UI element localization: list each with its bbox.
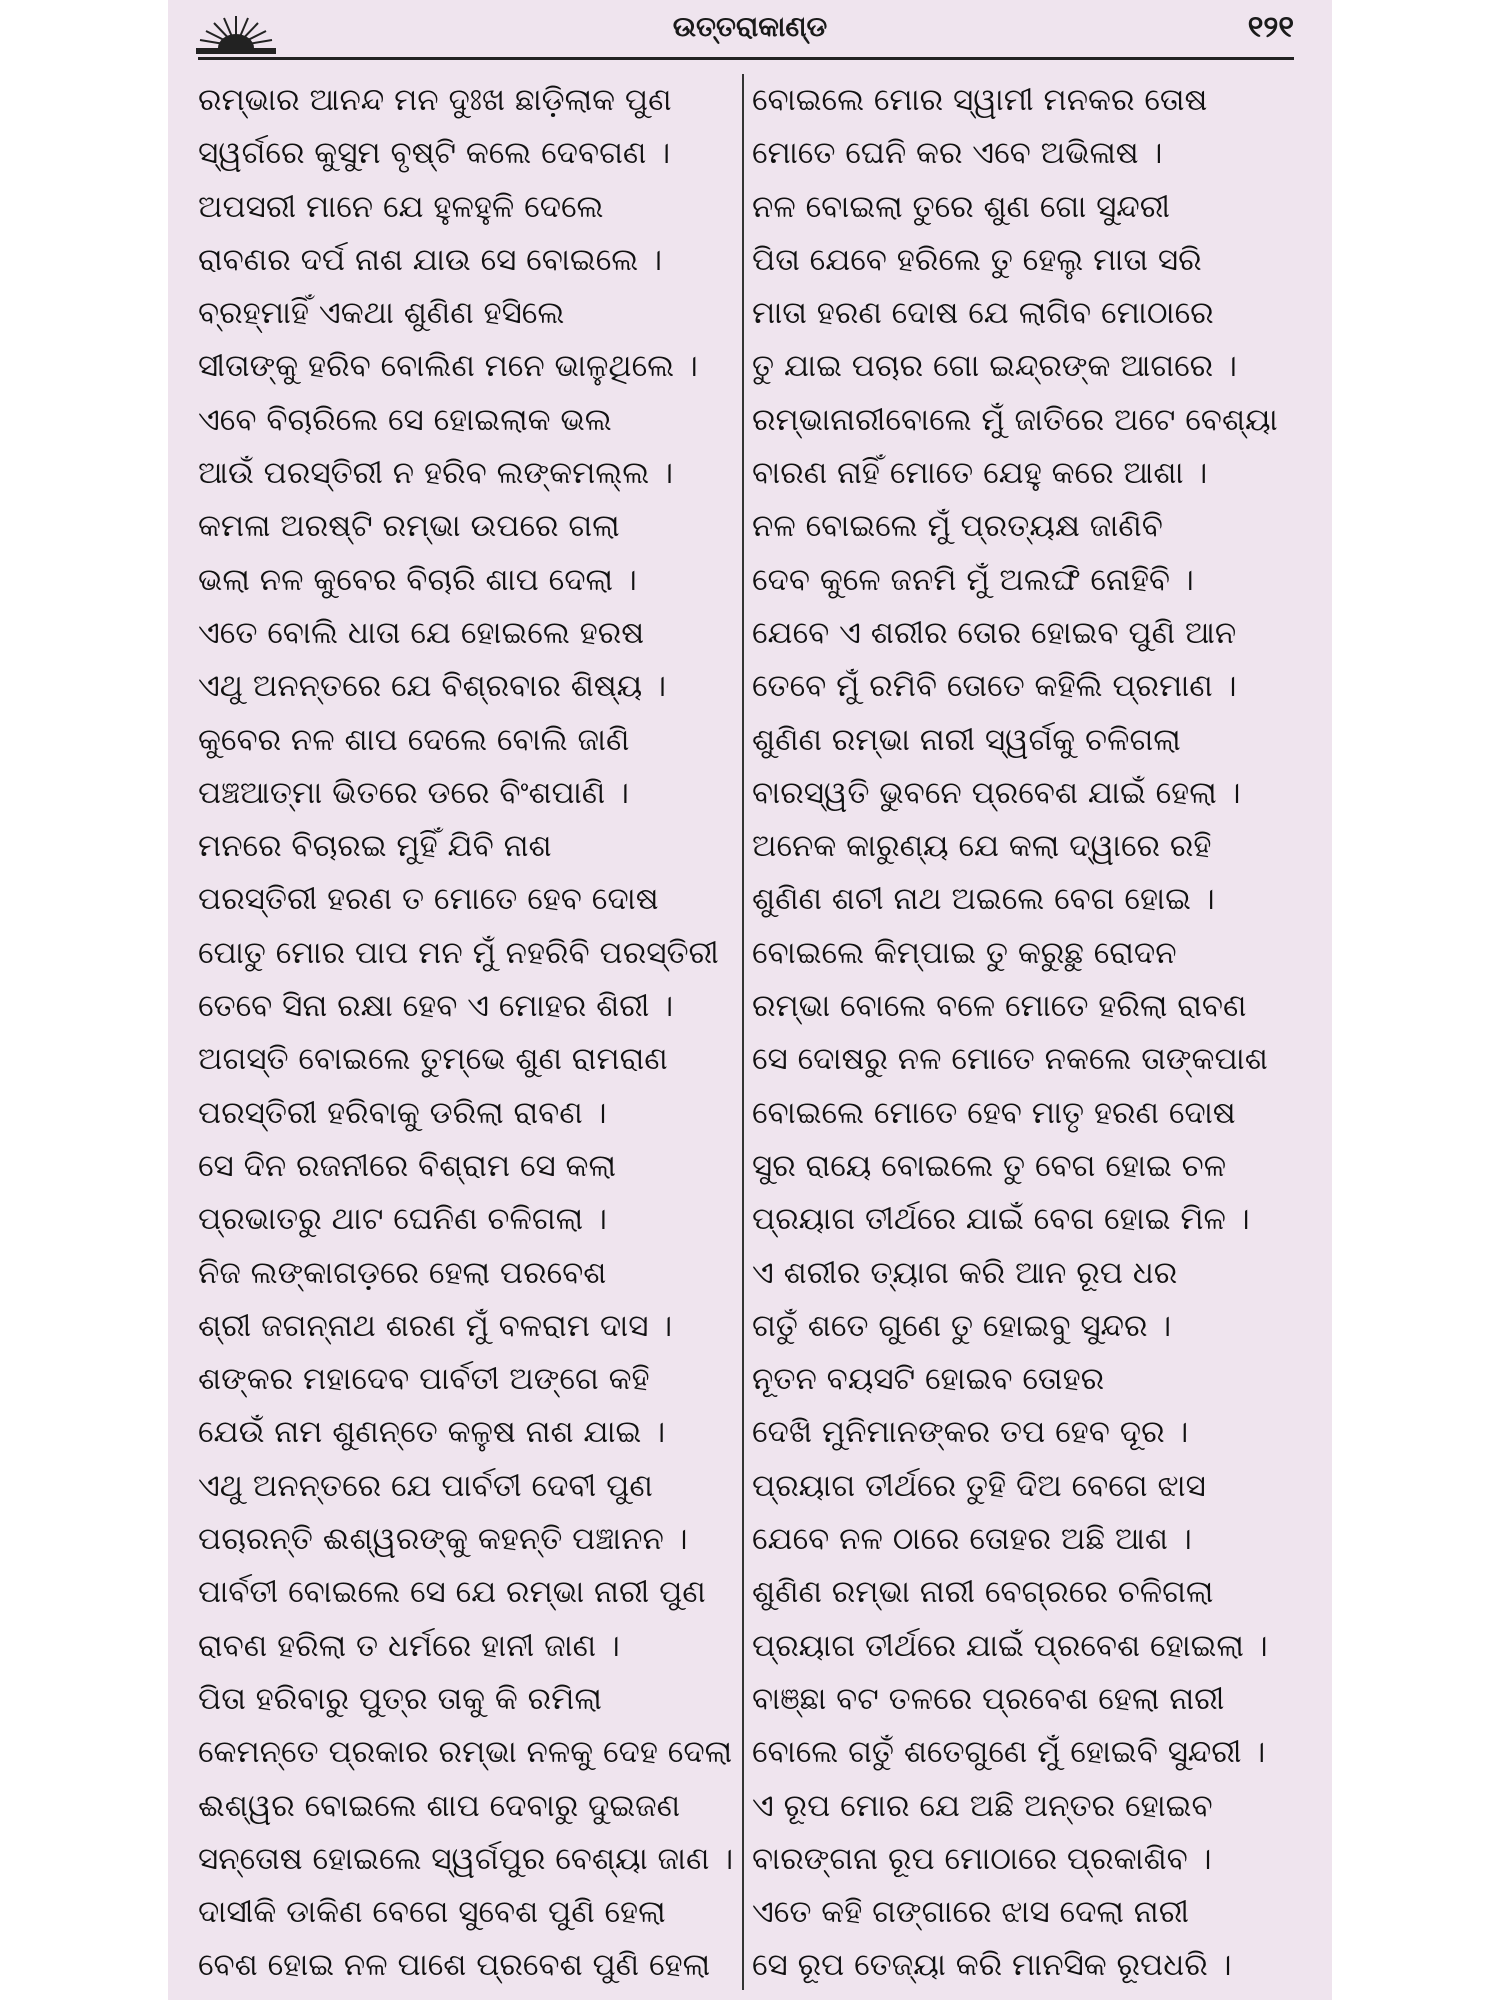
verse-line: ପ୍ରୟାଗ ତୀର୍ଥରେ ଯାଇଁ ବେଗ ହୋଇ ମିଳ । [752, 1201, 1250, 1238]
verse-line: ମନରେ ବିଚାରଇ ମୁହିଁ ଯିବି ନାଶ [198, 828, 552, 865]
verse-line: ବୋଲେ ଗତୁଁ ଶତେଗୁଣେ ମୁଁ ହୋଇବି ସୁନ୍ଦରୀ । [752, 1734, 1266, 1771]
verse-line: ନିଜ ଲଙ୍କାଗଡ଼ରେ ହେଲା ପରବେଶ [198, 1254, 607, 1291]
verse-line: ରମ୍ଭା ବୋଲେ ବଳେ ମୋତେ ହରିଲା ରାବଣ [752, 988, 1247, 1025]
right-verse-column [752, 74, 1312, 1994]
verse-line: ବାରଣ ନାହିଁ ମୋତେ ଯେହୁ କରେ ଆଶା । [752, 455, 1208, 492]
verse-line: କେମନ୍ତେ ପ୍ରକାର ରମ୍ଭା ନଳକୁ ଦେହ ଦେଲା [198, 1734, 733, 1771]
verse-line: ଶୁଣିଣ ରମ୍ଭା ନାରୀ ସ୍ୱର୍ଗକୁ ଚଳିଗଲା [752, 721, 1181, 758]
verse-line: ମୋତେ ଘେନି କର ଏବେ ଅଭିଳାଷ । [752, 135, 1163, 172]
verse-line: ବେଶ ହୋଇ ନଳ ପାଶେ ପ୍ରବେଶ ପୁଣି ହେଲା [198, 1947, 711, 1984]
verse-line: ଏତେ କହି ଗଙ୍ଗାରେ ଝାସ ଦେଲା ନାରୀ [752, 1894, 1189, 1931]
verse-line: ବ୍ରହ୍ମାହିଁ ଏକଥା ଶୁଣିଣ ହସିଲେ [198, 295, 565, 332]
verse-line: ତେବେ ସିନା ରକ୍ଷା ହେବ ଏ ମୋହର ଶିରୀ । [198, 988, 674, 1025]
verse-line: ବୋଇଲେ କିମ୍ପାଇ ତୁ କରୁଛୁ ରୋଦନ [752, 934, 1177, 971]
verse-line: ଦେବ କୁଳେ ଜନମି ମୁଁ ଅଲଙ୍ଘି ନୋହିବି । [752, 561, 1194, 598]
verse-line: ରାବଣର ଦର୍ପ ନାଶ ଯାଉ ସେ ବୋଇଲେ । [198, 241, 663, 278]
verse-line: ଭଲା ନଳ କୁବେର ବିଚାରି ଶାପ ଦେଲା । [198, 561, 637, 598]
verse-line: ଏ ରୂପ ମୋର ଯେ ଅଛି ଅନ୍ତର ହୋଇବ [752, 1787, 1213, 1824]
verse-line: ଶୁଣିଣ ଶଚୀ ନାଥ ଅଇଲେ ବେଗ ହୋଇ । [752, 881, 1215, 918]
verse-line: ଯେବେ ଏ ଶରୀର ତୋର ହୋଇବ ପୁଣି ଆନ [752, 614, 1237, 651]
verse-line: ଶୁଣିଣ ରମ୍ଭା ନାରୀ ବେଗ୍ରରେ ଚଳିଗଲା [752, 1574, 1214, 1611]
verse-line: ନଳ ବୋଇଲା ତୁରେ ଶୁଣ ଗୋ ସୁନ୍ଦରୀ [752, 188, 1170, 225]
verse-line: ସ୍ୱର୍ଗରେ କୁସୁମ ବୃଷ୍ଟି କଲେ ଦେବଗଣ । [198, 135, 671, 172]
verse-line: ପଚାରନ୍ତି ଈଶ୍ୱରଙ୍କୁ କହନ୍ତି ପଞ୍ଚାନନ । [198, 1521, 688, 1558]
verse-line: ସେ ଦିନ ରଜନୀରେ ବିଶ୍ରାମ ସେ କଲା [198, 1147, 616, 1184]
verse-line: ରାବଣ ହରିଲା ତ ଧର୍ମରେ ହାନୀ ଜାଣ । [198, 1627, 620, 1664]
verse-line: ପରସ୍ତିରୀ ହରଣ ତ ମୋତେ ହେବ ଦୋଷ [198, 881, 659, 918]
verse-line: ଶଙ୍କର ମହାଦେବ ପାର୍ବତୀ ଅଙ୍ଗେ କହି [198, 1361, 650, 1398]
verse-line: ବୋଇଲେ ମୋତେ ହେବ ମାତୃ ହରଣ ଦୋଷ [752, 1094, 1236, 1131]
verse-line: ପିତା ହରିବାରୁ ପୁତ୍ର ତାକୁ କି ରମିଲା [198, 1680, 602, 1717]
column-divider [742, 74, 744, 1990]
verse-line: ଯେବେ ନଳ ଠାରେ ତୋହର ଅଛି ଆଶ । [752, 1521, 1192, 1558]
verse-line: ରମ୍ଭାର ଆନନ୍ଦ ମନ ଦୁଃଖ ଛାଡ଼ିଲାକ ପୁଣ [198, 82, 672, 118]
verse-line: କୁବେର ନଳ ଶାପ ଦେଲେ ବୋଲି ଜାଣି [198, 721, 630, 758]
verse-line: ଦାସୀକି ଡାକିଣ ବେଗେ ସୁବେଶ ପୁଣି ହେଲା [198, 1894, 666, 1931]
book-page [168, 0, 1332, 2000]
verse-line: ଏଥୁ ଅନନ୍ତରେ ଯେ ପାର୍ବତୀ ଦେବୀ ପୁଣ [198, 1467, 653, 1504]
verse-line: ଏବେ ବିଚାରିଲେ ସେ ହୋଇଲାକ ଭଲ [198, 401, 612, 438]
verse-line: ସେ ରୂପ ତେଜ୍ୟା କରି ମାନସିକ ରୂପଧରି । [752, 1947, 1232, 1984]
verse-line: କମଳା ଅରଷ୍ଟି ରମ୍ଭା ଉପରେ ଗଲା [198, 508, 620, 545]
verse-line: ତୁ ଯାଇ ପଚାର ଗୋ ଇନ୍ଦ୍ରଙ୍କ ଆଗରେ । [752, 348, 1237, 385]
verse-line: ଅପସରୀ ମାନେ ଯେ ହୁଳହୁଳି ଦେଲେ [198, 188, 604, 225]
verse-line: ଏଥୁ ଅନନ୍ତରେ ଯେ ବିଶ୍ରବାର ଶିଷ୍ୟ । [198, 668, 667, 705]
verse-line: ସେ ଦୋଷରୁ ନଳ ମୋତେ ନକଲେ ତାଙ୍କପାଶ [752, 1041, 1268, 1078]
header-rule [198, 57, 1294, 60]
section-title: ଉତ୍ତରାକାଣ୍ଡ [672, 10, 828, 43]
verse-line: ନଳ ବୋଇଲେ ମୁଁ ପ୍ରତ୍ୟକ୍ଷ ଜାଣିବି [752, 508, 1163, 545]
verse-line: ପରସ୍ତିରୀ ହରିବାକୁ ଡରିଲା ରାବଣ । [198, 1094, 607, 1131]
verse-line: ପ୍ରୟାଗ ତୀର୍ଥରେ ତୁହି ଦିଅ ବେଗେ ଝାସ [752, 1467, 1206, 1504]
verse-line: ସୀତାଙ୍କୁ ହରିବ ବୋଲିଣ ମନେ ଭାଳୁଥିଲେ । [198, 348, 698, 385]
verse-line: ପଞ୍ଚଆତ୍ମା ଭିତରେ ଡରେ ବିଂଶପାଣି । [198, 774, 630, 811]
verse-line: ଆଉଁ ପରସ୍ତିରୀ ନ ହରିବ ଲଙ୍କମଲ୍ଲ । [198, 455, 674, 492]
verse-line: ଅଗସ୍ତି ବୋଇଲେ ତୁମ୍ଭେ ଶୁଣ ରାମରାଣ [198, 1041, 668, 1078]
verse-line: ରମ୍ଭାନାରୀବୋଲେ ମୁଁ ଜାତିରେ ଅଟେ ବେଶ୍ୟା [752, 401, 1278, 438]
verse-line: ଅନେକ କାରୁଣ୍ୟ ଯେ କଲା ଦ୍ୱାରେ ରହି [752, 828, 1212, 865]
verse-line: ପ୍ରଭାତରୁ ଥାଟ ଘେନିଣ ଚଳିଗଲା । [198, 1201, 607, 1238]
verse-line: ଶ୍ରୀ ଜଗନ୍ନାଥ ଶରଣ ମୁଁ ବଳରାମ ଦାସ । [198, 1307, 673, 1344]
verse-line: ପାର୍ବତୀ ବୋଇଲେ ସେ ଯେ ରମ୍ଭା ନାରୀ ପୁଣ [198, 1574, 706, 1611]
verse-line: ବାରଙ୍ଗନା ରୂପ ମୋଠାରେ ପ୍ରକାଶିବ । [752, 1840, 1212, 1877]
verse-line: ପିତା ଯେବେ ହରିଲେ ତୁ ହେଲୁ ମାତା ସରି [752, 241, 1202, 278]
page-number: ୧୨୧ [1247, 10, 1294, 45]
verse-line: ମାତା ହରଣ ଦୋଷ ଯେ ଲାଗିବ ମୋଠାରେ [752, 295, 1214, 332]
verse-line: ନୂତନ ବୟସଟି ହୋଇବ ତୋହର [752, 1361, 1105, 1398]
verse-line: ସୁର ରାୟେ ବୋଇଲେ ତୁ ବେଗ ହୋଇ ଚଳ [752, 1147, 1227, 1184]
verse-line: ତେବେ ମୁଁ ରମିବି ତୋତେ କହିଲି ପ୍ରମାଣ । [752, 668, 1237, 705]
verse-line: ଗତୁଁ ଶତେ ଗୁଣେ ତୁ ହୋଇବୁ ସୁନ୍ଦର । [752, 1307, 1172, 1344]
verse-line: ବାରସ୍ୱତି ଭୁବନେ ପ୍ରବେଶ ଯାଇଁ ହେଲା । [752, 774, 1241, 811]
verse-line: ବାଞ୍ଛା ବଟ ତଳରେ ପ୍ରବେଶ ହେଲା ନାରୀ [752, 1680, 1225, 1717]
left-verse-column [198, 74, 738, 1994]
verse-line: ଈଶ୍ୱର ବୋଇଲେ ଶାପ ଦେବାରୁ ଦୁଇଜଣ [198, 1787, 681, 1824]
verse-line: ଯେଉଁ ନାମ ଶୁଣନ୍ତେ କଳୁଷ ନାଶ ଯାଇ । [198, 1414, 666, 1451]
verse-line: ସନ୍ତୋଷ ହୋଇଲେ ସ୍ୱର୍ଗପୁର ବେଶ୍ୟା ଜାଣ । [198, 1840, 734, 1877]
verse-line: ପୋତୁ ମୋର ପାପ ମନ ମୁଁ ନହରିବି ପରସ୍ତିରୀ [198, 934, 719, 971]
verse-line: ଦେଖି ମୁନିମାନଙ୍କର ତପ ହେବ ଦୂର । [752, 1414, 1189, 1451]
page-header [168, 0, 1332, 62]
verse-line: ବୋଇଲେ ମୋର ସ୍ୱାମୀ ମନକର ତୋଷ [752, 82, 1208, 118]
verse-line: ଏ ଶରୀର ତ୍ୟାଗ କରି ଆନ ରୂପ ଧର [752, 1254, 1178, 1291]
verse-line: ଏତେ ବୋଲି ଧାତା ଯେ ହୋଇଲେ ହରଷ [198, 614, 645, 651]
verse-line: ପ୍ରୟାଗ ତୀର୍ଥରେ ଯାଇଁ ପ୍ରବେଶ ହୋଇଲା । [752, 1627, 1268, 1664]
